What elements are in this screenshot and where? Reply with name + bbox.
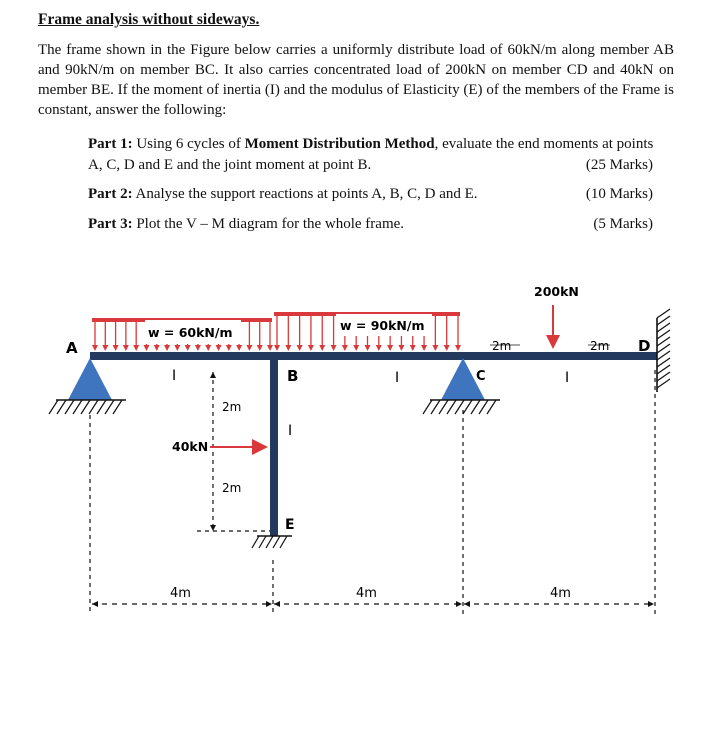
- udl-bc-arrow-head: [285, 345, 291, 351]
- ground-a-hatch-line: [113, 400, 122, 414]
- ground-c-hatch-line: [447, 400, 456, 414]
- ground-e-hatch-line: [280, 536, 287, 548]
- udl-bc-arrow-head: [432, 345, 438, 351]
- ground-a-hatch-line: [105, 400, 114, 414]
- udl-ab-arrow-head: [123, 345, 129, 351]
- member-mark-ab: I: [172, 368, 177, 384]
- udl-bc-arrow-head: [274, 345, 280, 351]
- dim-cd-label: 4m: [550, 586, 571, 601]
- part-1-marks: (25 Marks): [585, 157, 653, 173]
- udl-ab-arrow-head: [154, 345, 160, 351]
- ground-c-hatch-line: [431, 400, 440, 414]
- member-mark-be: I: [288, 423, 293, 439]
- udl-ab-arrow-head: [267, 345, 273, 351]
- ground-a-hatch-line: [97, 400, 106, 414]
- udl-bc-arrow-head: [297, 345, 303, 351]
- udl-ab-arrow-head: [236, 345, 242, 351]
- dim-tick: [92, 601, 98, 607]
- udl-bc-arrow-head: [421, 345, 427, 351]
- ground-a-hatch-line: [89, 400, 98, 414]
- udl-ab-arrow-head: [195, 345, 201, 351]
- dim-tick: [274, 601, 280, 607]
- page-title: Frame analysis without sideways.: [38, 11, 260, 28]
- ground-e-hatch-line: [252, 536, 259, 548]
- ground-a-hatch-line: [49, 400, 58, 414]
- ground-c-hatch-line: [423, 400, 432, 414]
- udl-bc-arrow-head: [455, 345, 461, 351]
- dim-tick: [210, 525, 216, 531]
- node-a-label: A: [66, 339, 78, 357]
- node-b-label: B: [287, 367, 299, 385]
- ground-a-hatch-line: [57, 400, 66, 414]
- udl-ab-arrow-head: [143, 345, 149, 351]
- ground-e-hatch-line: [266, 536, 273, 548]
- udl-ab-arrow-head: [164, 345, 170, 351]
- ground-c-hatch-line: [487, 400, 496, 414]
- ground-c-hatch-line: [471, 400, 480, 414]
- udl-bc-arrow-head: [398, 345, 404, 351]
- part-3-text: Plot the V – M diagram for the whole frame.: [136, 216, 405, 232]
- udl-bc-arrow-head: [331, 345, 337, 351]
- reference-lines: [90, 370, 655, 615]
- ground-a-hatch: [49, 400, 122, 414]
- dim-bc-label: 4m: [356, 586, 377, 601]
- dim-tick: [266, 601, 272, 607]
- udl-ab-arrow-head: [185, 345, 191, 351]
- wall-d-hatch: [657, 309, 670, 388]
- dim-ab-label: 4m: [170, 586, 191, 601]
- udl-bc-arrow-head: [342, 345, 348, 351]
- dim-tick: [456, 601, 462, 607]
- udl-bc-arrow-head: [308, 345, 314, 351]
- dimension-ticks: [92, 372, 654, 607]
- ground-c-hatch-line: [439, 400, 448, 414]
- ground-e-hatch-line: [259, 536, 266, 548]
- ground-c-hatch: [423, 400, 496, 414]
- ground-c-hatch-line: [463, 400, 472, 414]
- udl-bc-arrow-head: [353, 345, 359, 351]
- part-3-marks: (5 Marks): [593, 216, 653, 232]
- dim-tick: [464, 601, 470, 607]
- ground-a-hatch-line: [73, 400, 82, 414]
- member-mark-bc: I: [395, 370, 400, 386]
- ground-a-hatch-line: [65, 400, 74, 414]
- udl-ab-label: w = 60kN/m: [148, 325, 233, 340]
- part-3-label: Part 3:: [88, 216, 133, 232]
- part-1-label: Part 1:: [88, 136, 133, 152]
- dim-be-lower-label: 2m: [222, 481, 242, 495]
- point-load-200kn-label: 200kN: [534, 284, 579, 299]
- column-be: [270, 356, 278, 536]
- udl-ab-arrow-head: [102, 345, 108, 351]
- dim-be-upper-label: 2m: [222, 400, 242, 414]
- dim-c-to-load-label: 2m: [492, 339, 512, 353]
- beam-abcd: [90, 352, 657, 360]
- member-mark-cd: I: [565, 370, 570, 386]
- dim-load-to-d-label: 2m: [590, 339, 610, 353]
- ground-a-hatch-line: [81, 400, 90, 414]
- udl-ab-arrow-head: [133, 345, 139, 351]
- part-1-pre: Using 6 cycles of: [136, 136, 245, 152]
- node-e-label: E: [285, 517, 295, 533]
- udl-bc-arrow-head: [376, 345, 382, 351]
- udl-ab-arrow-head: [226, 345, 232, 351]
- part-1-post: , evaluate the end moments at points A, C, D and E and the joint moment at point B.: [88, 136, 654, 173]
- udl-ab-arrow-head: [113, 345, 119, 351]
- udl-bc-arrow-head: [365, 345, 371, 351]
- dim-tick: [210, 372, 216, 378]
- part-2-label: Part 2:: [88, 186, 133, 202]
- udl-bc-arrow-head: [444, 345, 450, 351]
- udl-bc-arrow-head: [319, 345, 325, 351]
- udl-ab-arrow-head: [92, 345, 98, 351]
- point-load-40kn-label: 40kN: [172, 439, 209, 454]
- part-2-marks: (10 Marks): [585, 186, 653, 202]
- dim-tick: [648, 601, 654, 607]
- pin-support-a: [68, 358, 112, 400]
- ground-e-hatch: [252, 536, 287, 548]
- node-c-label: C: [476, 369, 486, 384]
- udl-ab-arrow-head: [257, 345, 263, 351]
- udl-ab-arrow-head: [216, 345, 222, 351]
- node-d-label: D: [638, 337, 651, 355]
- udl-ab-arrow-head: [246, 345, 252, 351]
- part-1-method: Moment Distribution Method: [244, 136, 435, 152]
- udl-ab-arrow-head: [174, 345, 180, 351]
- udl-bc-arrow-head: [387, 345, 393, 351]
- ground-e-hatch-line: [273, 536, 280, 548]
- udl-ab-arrow-head: [205, 345, 211, 351]
- part-2-text: Analyse the support reactions at points A, B, C, D and E.: [135, 186, 478, 202]
- udl-bc-arrow-head: [410, 345, 416, 351]
- ground-c-hatch-line: [479, 400, 488, 414]
- problem-statement: The frame shown in the Figure below carries a uniformly distribute load of 60kN/m along member AB and 90kN/m on member BC. It also carries concentrated load of 200kN on member CD and 40kN on member BE. If the moment of inertia (I) and the modulus of Elasticity (E) of the members of the Frame is constant, answer the following:: [38, 42, 674, 118]
- udl-bc-label: w = 90kN/m: [340, 318, 425, 333]
